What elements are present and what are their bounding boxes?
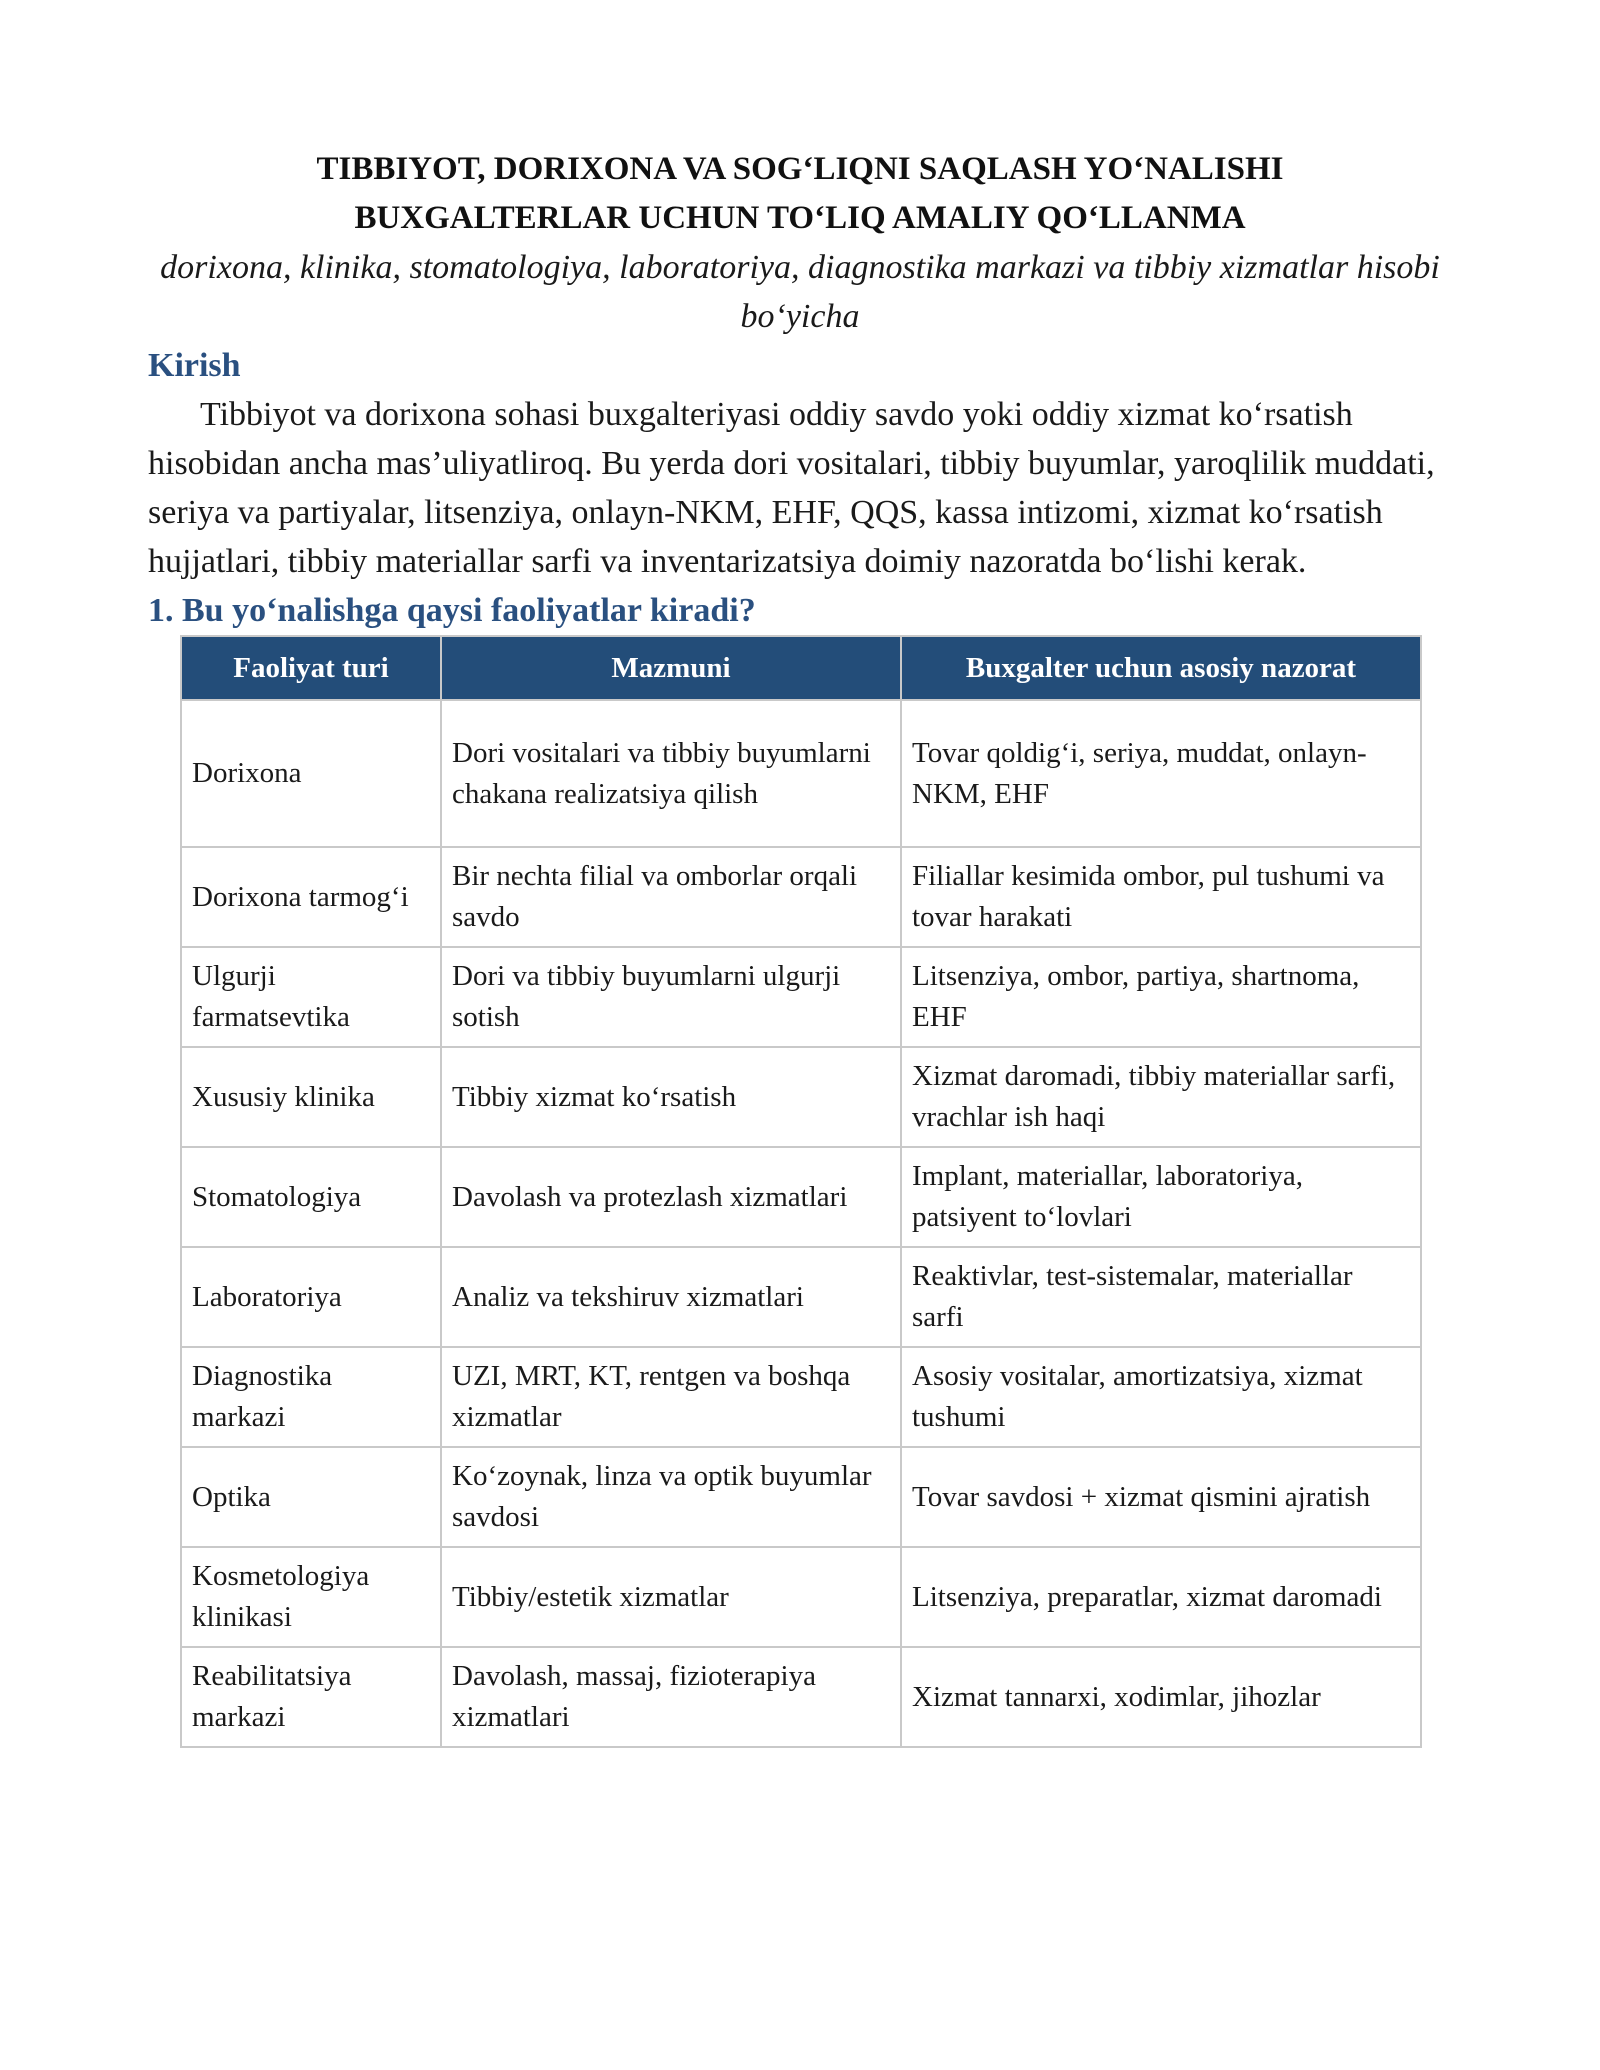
- table-cell-control: Tovar savdosi + xizmat qismini ajratish: [901, 1447, 1421, 1547]
- table-cell-content: UZI, MRT, KT, rentgen va boshqa xizmatlar: [441, 1347, 901, 1447]
- table-cell-content: Bir nechta filial va omborlar orqali savdo: [441, 847, 901, 947]
- table-cell-control: Reaktivlar, test-sistemalar, materiallar sarfi: [901, 1247, 1421, 1347]
- table-cell-content: Tibbiy/estetik xizmatlar: [441, 1547, 901, 1647]
- table-cell-control: Litsenziya, preparatlar, xizmat daromadi: [901, 1547, 1421, 1647]
- table-row: [181, 700, 1421, 847]
- table-cell-control: Asosiy vositalar, amortizatsiya, xizmat tushumi: [901, 1347, 1421, 1447]
- table-row: [181, 1047, 1421, 1147]
- document-title-line-1: TIBBIYOT, DORIXONA VA SOG‘LIQNI SAQLASH YO‘NALISHI: [316, 151, 1284, 187]
- document-subtitle: dorixona, klinika, stomatologiya, laboratoriya, diagnostika markazi va tibbiy xizmatlar hisobi bo‘yicha: [160, 249, 1440, 335]
- table-cell-content: Analiz va tekshiruv xizmatlari: [441, 1247, 901, 1347]
- table-row: [181, 1147, 1421, 1247]
- table-cell-control: Filiallar kesimida ombor, pul tushumi va tovar harakati: [901, 847, 1421, 947]
- table-cell-content: Davolash va protezlash xizmatlari: [441, 1147, 901, 1247]
- table-cell-control: Xizmat daromadi, tibbiy materiallar sarfi, vrachlar ish haqi: [901, 1047, 1421, 1147]
- table-cell-content: Davolash, massaj, fizioterapiya xizmatlari: [441, 1647, 901, 1747]
- section-1-heading: 1. Bu yo‘nalishga qaysi faoliyatlar kiradi?: [148, 592, 756, 629]
- table-cell-activity: Optika: [181, 1447, 441, 1547]
- column-header-key-control: Buxgalter uchun asosiy nazorat: [901, 636, 1421, 700]
- table-cell-activity: Dorixona: [181, 700, 441, 847]
- table-row: [181, 1547, 1421, 1647]
- table-cell-content: Ko‘zoynak, linza va optik buyumlar savdosi: [441, 1447, 901, 1547]
- table-cell-activity: Kosmetologiya klinikasi: [181, 1547, 441, 1647]
- table-cell-activity: Xususiy klinika: [181, 1047, 441, 1147]
- table-header-row: [181, 636, 1421, 700]
- table-cell-activity: Diagnostika markazi: [181, 1347, 441, 1447]
- table-cell-control: Tovar qoldig‘i, seriya, muddat, onlayn-NKM, EHF: [901, 700, 1421, 847]
- table-cell-activity: Ulgurji farmatsevtika: [181, 947, 441, 1047]
- table-cell-content: Tibbiy xizmat ko‘rsatish: [441, 1047, 901, 1147]
- column-header-content: Mazmuni: [441, 636, 901, 700]
- table-row: [181, 1247, 1421, 1347]
- table-cell-control: Implant, materiallar, laboratoriya, patsiyent to‘lovlari: [901, 1147, 1421, 1247]
- table-cell-control: Litsenziya, ombor, partiya, shartnoma, EHF: [901, 947, 1421, 1047]
- activities-table: [180, 635, 1422, 1748]
- table-row: [181, 1647, 1421, 1747]
- table-row: [181, 847, 1421, 947]
- table-cell-content: Dori va tibbiy buyumlarni ulgurji sotish: [441, 947, 901, 1047]
- intro-paragraph: Tibbiyot va dorixona sohasi buxgalteriyasi oddiy savdo yoki oddiy xizmat ko‘rsatish hisobidan ancha mas’uliyatliroq. Bu yerda dori vositalari, tibbiy buyumlar, yaroqlilik muddati, seriya va partiyalar, litsenziya, onlayn-NKM, EHF, QQS, kassa intizomi, xizmat ko‘rsatish hujjatlari, tibbiy materiallar sarfi va inventarizatsiya doimiy nazoratda bo‘lishi kerak.: [148, 396, 1435, 580]
- table-cell-activity: Reabilitatsiya markazi: [181, 1647, 441, 1747]
- table-cell-activity: Laboratoriya: [181, 1247, 441, 1347]
- table-row: [181, 947, 1421, 1047]
- document-title-line-2: BUXGALTERLAR UCHUN TO‘LIQ AMALIY QO‘LLANMA: [354, 200, 1246, 236]
- table-cell-content: Dori vositalari va tibbiy buyumlarni chakana realizatsiya qilish: [441, 700, 901, 847]
- table-row: [181, 1447, 1421, 1547]
- column-header-activity-type: Faoliyat turi: [181, 636, 441, 700]
- table-cell-activity: Dorixona tarmog‘i: [181, 847, 441, 947]
- table-cell-activity: Stomatologiya: [181, 1147, 441, 1247]
- table-row: [181, 1347, 1421, 1447]
- intro-heading: Kirish: [148, 347, 241, 384]
- table-cell-control: Xizmat tannarxi, xodimlar, jihozlar: [901, 1647, 1421, 1747]
